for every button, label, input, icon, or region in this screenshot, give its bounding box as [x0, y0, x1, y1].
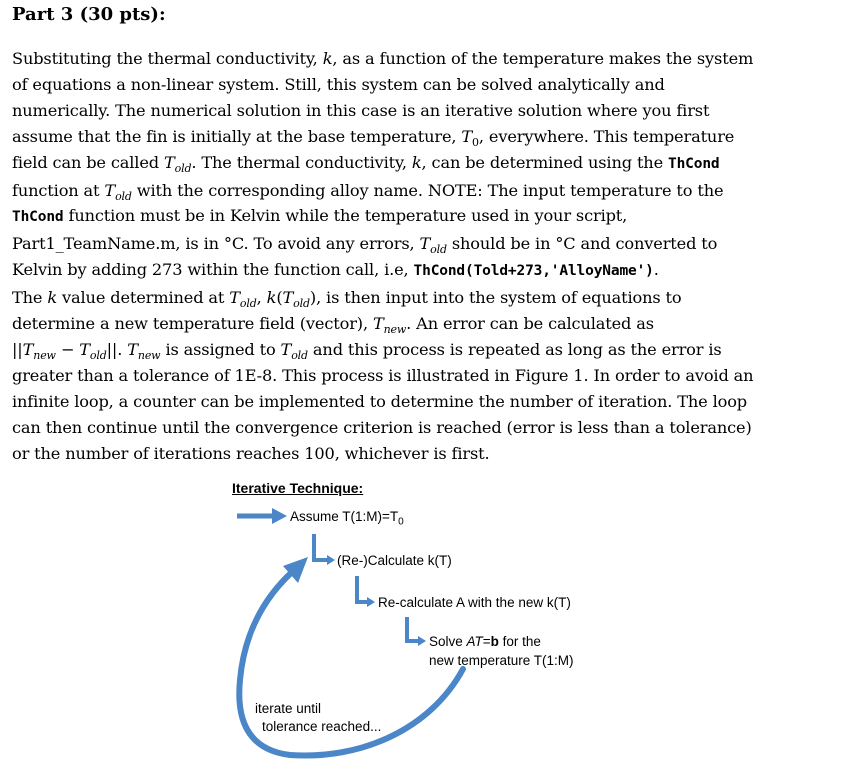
elbow-arrow	[407, 617, 426, 646]
step-solve: Solve AT=b for the	[429, 634, 541, 649]
function-name: ThCond	[12, 209, 64, 226]
section-heading: Part 3 (30 pts):	[12, 4, 166, 25]
line: determine a new temperature field (vector), $T_{new}$. An error can be calculated as	[12, 314, 654, 337]
loop-label-line1: iterate until	[255, 701, 322, 716]
line: Substituting the thermal conductivity, k, as a function of the temperature makes the system	[12, 49, 754, 68]
line: or the number of iterations reaches 100, whichever is first.	[12, 443, 490, 463]
step-solve-line2: new temperature T(1:M)	[429, 653, 574, 668]
line: of equations a non-linear system. Still, this system can be solved analytically and	[12, 74, 665, 94]
elbow-arrow	[314, 534, 335, 565]
function-call: ThCond(Told+273,'AlloyName')	[413, 263, 654, 280]
line: ThCond function must be in Kelvin while the temperature used in your script,	[12, 206, 628, 226]
step-assume: Assume $T(1:M)=T_0$	[290, 509, 404, 528]
line: assume that the fin is initially at the base temperature, $T_0$, everywhere. This temperature	[12, 126, 735, 149]
body-paragraph	[12, 46, 854, 467]
line: Part1_TeamName.m, is in °C. To avoid any errors, $T_{old}$ should be in °C and converted to	[12, 234, 718, 257]
line: infinite loop, a counter can be implemented to determine the number of iteration. The loop	[12, 391, 747, 411]
entry-arrow	[237, 508, 287, 524]
line: greater than a tolerance of 1E-8. This process is illustrated in Figure 1. In order to avoid an	[12, 365, 754, 385]
loop-label-line2: tolerance reached...	[262, 719, 382, 734]
function-name: ThCond	[668, 155, 720, 172]
line: can then continue until the convergence criterion is reached (error is less than a tolerance)	[12, 417, 752, 437]
line: numerically. The numerical solution in this case is an iterative solution where you first	[12, 100, 710, 120]
step-recalculate-a: Re-calculate A with the new k(T)	[378, 595, 571, 610]
line: function at $T_{old}$ with the corresponding alloy name. NOTE: The input temperature to the	[12, 180, 724, 203]
line: The k value determined at $T_{old}$, $k(T_{old})$, is then input into the system of equations to	[12, 288, 682, 311]
line: field can be called $T_{old}$. The thermal conductivity, k, can be determined using the ThCond	[12, 152, 720, 175]
figure-title: Iterative Technique:	[232, 480, 364, 496]
line: $||T_{new} - T_{old}||$. $T_{new}$ is assigned to $T_{old}$ and this process is repeated as long as the error is	[12, 339, 722, 363]
line: Kelvin by adding 273 within the function call, i.e, ThCond(Told+273,'AlloyName').	[12, 260, 659, 280]
step-calculate-k: (Re-)Calculate k(T)	[337, 553, 452, 568]
elbow-arrow	[357, 576, 375, 607]
